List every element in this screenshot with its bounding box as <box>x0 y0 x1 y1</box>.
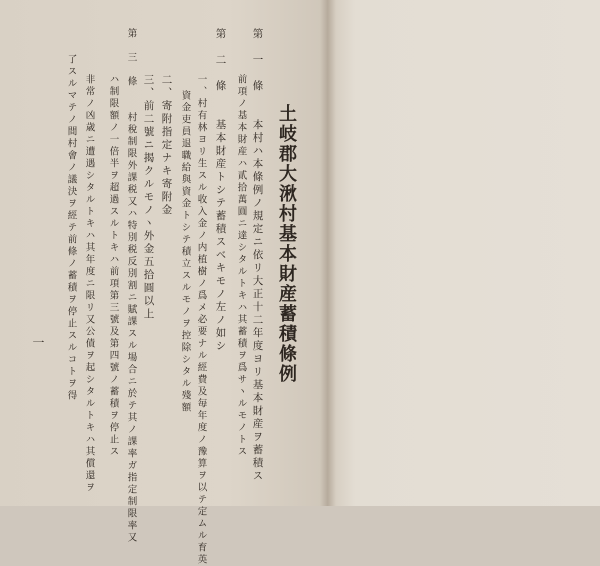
text-line-6: 二、寄附指定ナキ寄附金 <box>160 74 173 217</box>
text-line-9: ハ制限額ノ一倍半ヲ超過スルトキハ前項第三號及第四號ノ蓄積ヲ停止ス <box>107 74 119 458</box>
right-page-blank <box>328 0 600 506</box>
document-title: 土岐郡大湫村基本財産蓄積條例 <box>276 104 297 384</box>
text-line-11: 了スルマテノ間村會ノ議決ヲ經テ前條ノ蓄積ヲ停止スルコトヲ得 <box>65 54 77 402</box>
text-line-3: 第 二 條 基本財産トシテ蓄積スベキモノ左ノ如シ <box>214 28 227 353</box>
page-number: 一 <box>31 336 45 348</box>
text-line-7: 三、前二號ニ揭クルモノヽ外金五拾圓以上 <box>142 74 155 321</box>
text-line-4: 一、村有林ヨリ生スル收入金ノ内植樹ノ爲メ必要ナル經費及毎年度ノ豫算ヲ以テ定ムル育英 <box>195 74 207 566</box>
text-line-10: 非常ノ凶歳ニ遭遇シタルトキハ其年度ニ限リ又公債ヲ起シタルトキハ其償還ヲ <box>83 74 95 494</box>
text-line-8: 第 三 條 村稅制限外課税又ハ特別税反別割ニ賦課スル場合ニ於テ其ノ課率ガ指定制限率又 <box>125 28 137 544</box>
text-line-5: 資金吏員退職給與資金トシテ積立スルモノヲ控除シタル殘額 <box>179 90 191 414</box>
text-line-1: 第 一 條 本村ハ本條例ノ規定ニ依リ大正十二年度ヨリ基本財産ヲ蓄積ス <box>251 28 264 483</box>
book-gutter <box>320 0 336 506</box>
text-line-2: 前項ノ基本財産ハ貳拾萬圓ニ達シタルトキハ其蓄積ヲ爲サヽルモノトス <box>235 74 247 458</box>
